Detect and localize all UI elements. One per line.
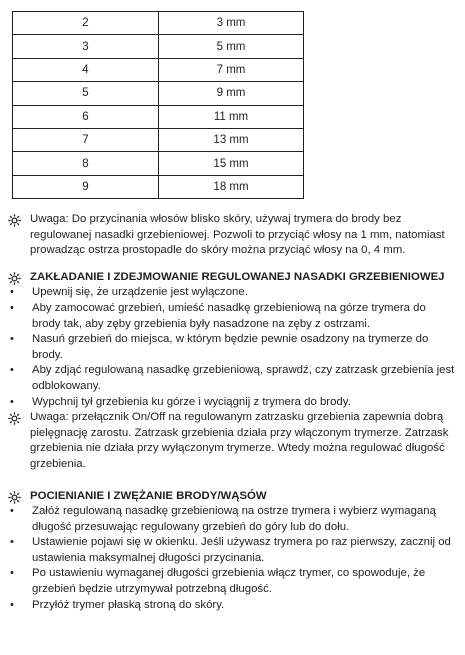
- table-cell: 5 mm: [159, 35, 304, 58]
- list-item: [8, 395, 456, 411]
- sun-icon: [8, 410, 30, 425]
- list-item-text: Upewnij się, że urządzenie jest wyłączone.: [32, 286, 248, 299]
- table-row: [13, 175, 304, 198]
- list-item: [8, 504, 456, 535]
- table-cell: 8: [13, 152, 159, 175]
- table-cell: 4: [13, 58, 159, 81]
- bullet-dot: •: [10, 536, 14, 549]
- sun-icon: [8, 212, 30, 227]
- list-item-text: Po ustawieniu wymaganej długości grzebienia włącz trymer, co spowoduje, że grzebień będzie utrzymywał potrzebną długość.: [32, 567, 426, 596]
- table-row: [13, 105, 304, 128]
- length-table-body: [13, 12, 304, 199]
- table-cell: 13 mm: [159, 128, 304, 151]
- bullet-dot: •: [10, 333, 14, 346]
- table-cell: 9: [13, 175, 159, 198]
- bullet-dot: •: [10, 301, 14, 314]
- list-item: [8, 566, 456, 597]
- list-item-text: Aby zdjąć regulowaną nasadkę grzebieniową, sprawdź, czy zatrzask grzebienia jest odblokowany.: [32, 364, 455, 392]
- list-item: [8, 598, 456, 614]
- table-row: [13, 82, 304, 105]
- list-item: [8, 535, 456, 566]
- bullet-dot: •: [10, 395, 14, 408]
- bullet-dot: •: [10, 567, 14, 580]
- table-cell: 6: [13, 105, 159, 128]
- list-item: [8, 301, 456, 332]
- list-item-text: Przyłóż trymer płaską stroną do skóry.: [32, 598, 225, 611]
- bullet-dot: •: [10, 364, 14, 377]
- instructions: [8, 212, 456, 613]
- length-table: [12, 11, 304, 199]
- table-row: [13, 12, 304, 35]
- table-cell: 9 mm: [159, 82, 304, 105]
- table-row: [13, 58, 304, 81]
- table-cell: 3: [13, 35, 159, 58]
- section-title: ZAKŁADANIE I ZDEJMOWANIE REGULOWANEJ NASADKI GRZEBIENIOWEJ: [30, 270, 445, 283]
- sun-icon: [8, 270, 30, 285]
- table-cell: 15 mm: [159, 152, 304, 175]
- bullet-dot: •: [10, 505, 14, 518]
- list-item: [8, 285, 456, 301]
- list-item: [8, 332, 456, 363]
- list-item-text: Wypchnij tył grzebienia ku górze i wyciągnij z trymera do brody.: [32, 395, 351, 408]
- sun-icon: [8, 489, 30, 504]
- note-block: [8, 212, 456, 259]
- note-block: [8, 410, 456, 472]
- table-row: [13, 152, 304, 175]
- table-cell: 7: [13, 128, 159, 151]
- table-row: [13, 128, 304, 151]
- table-cell: 3 mm: [159, 12, 304, 35]
- section-heading: [8, 270, 456, 286]
- list-item-text: Ustawienie pojawi się w okienku. Jeśli używasz trymera po raz pierwszy, zacznij od ustawienia maksymalnej długości przycinania.: [32, 536, 451, 564]
- bullet-dot: •: [10, 286, 14, 299]
- list-item-text: Załóż regulowaną nasadkę grzebieniową na ostrze trymera i wybierz wymaganą długość przesuwając regulowany grzebień do góry lub do dołu.: [32, 505, 436, 533]
- table-row: [13, 35, 304, 58]
- list-item: [8, 363, 456, 394]
- section-heading: [8, 489, 456, 505]
- table-cell: 18 mm: [159, 175, 304, 198]
- section-title: POCIENIANIE I ZWĘŻANIE BRODY/WĄSÓW: [30, 489, 267, 502]
- table-cell: 2: [13, 12, 159, 35]
- list-item-text: Aby zamocować grzebień, umieść nasadkę grzebieniową na górze trymera do brody tak, aby zęby grzebienia były nasadzone na zęby z ostrzami.: [32, 301, 426, 330]
- list-item-text: Nasuń grzebień do miejsca, w którym będzie pewnie osadzony na trymerze do brody.: [32, 333, 429, 361]
- table-cell: 11 mm: [159, 105, 304, 128]
- table-cell: 5: [13, 82, 159, 105]
- note-text: Uwaga: przełącznik On/Off na regulowanym zatrzasku grzebienia zapewnia dobrą pielęgnację zarostu. Zatrzask grzebienia działa przy włączonym trymerze. Zatrzask grzebienia nie działa przy wyłączonym trymerze. Wtedy można regulować długość grzebienia.: [30, 411, 449, 470]
- bullet-dot: •: [10, 598, 14, 611]
- table-cell: 7 mm: [159, 58, 304, 81]
- note-text: Uwaga: Do przycinania włosów blisko skóry, używaj trymera do brody bez regulowanej nasadki grzebieniowej. Pozwoli to przyciąć włosy na 1 mm, natomiast prowadząc ostrza prostopadle do skóry można przyciąć włosy na 0, 4 mm.: [30, 213, 445, 257]
